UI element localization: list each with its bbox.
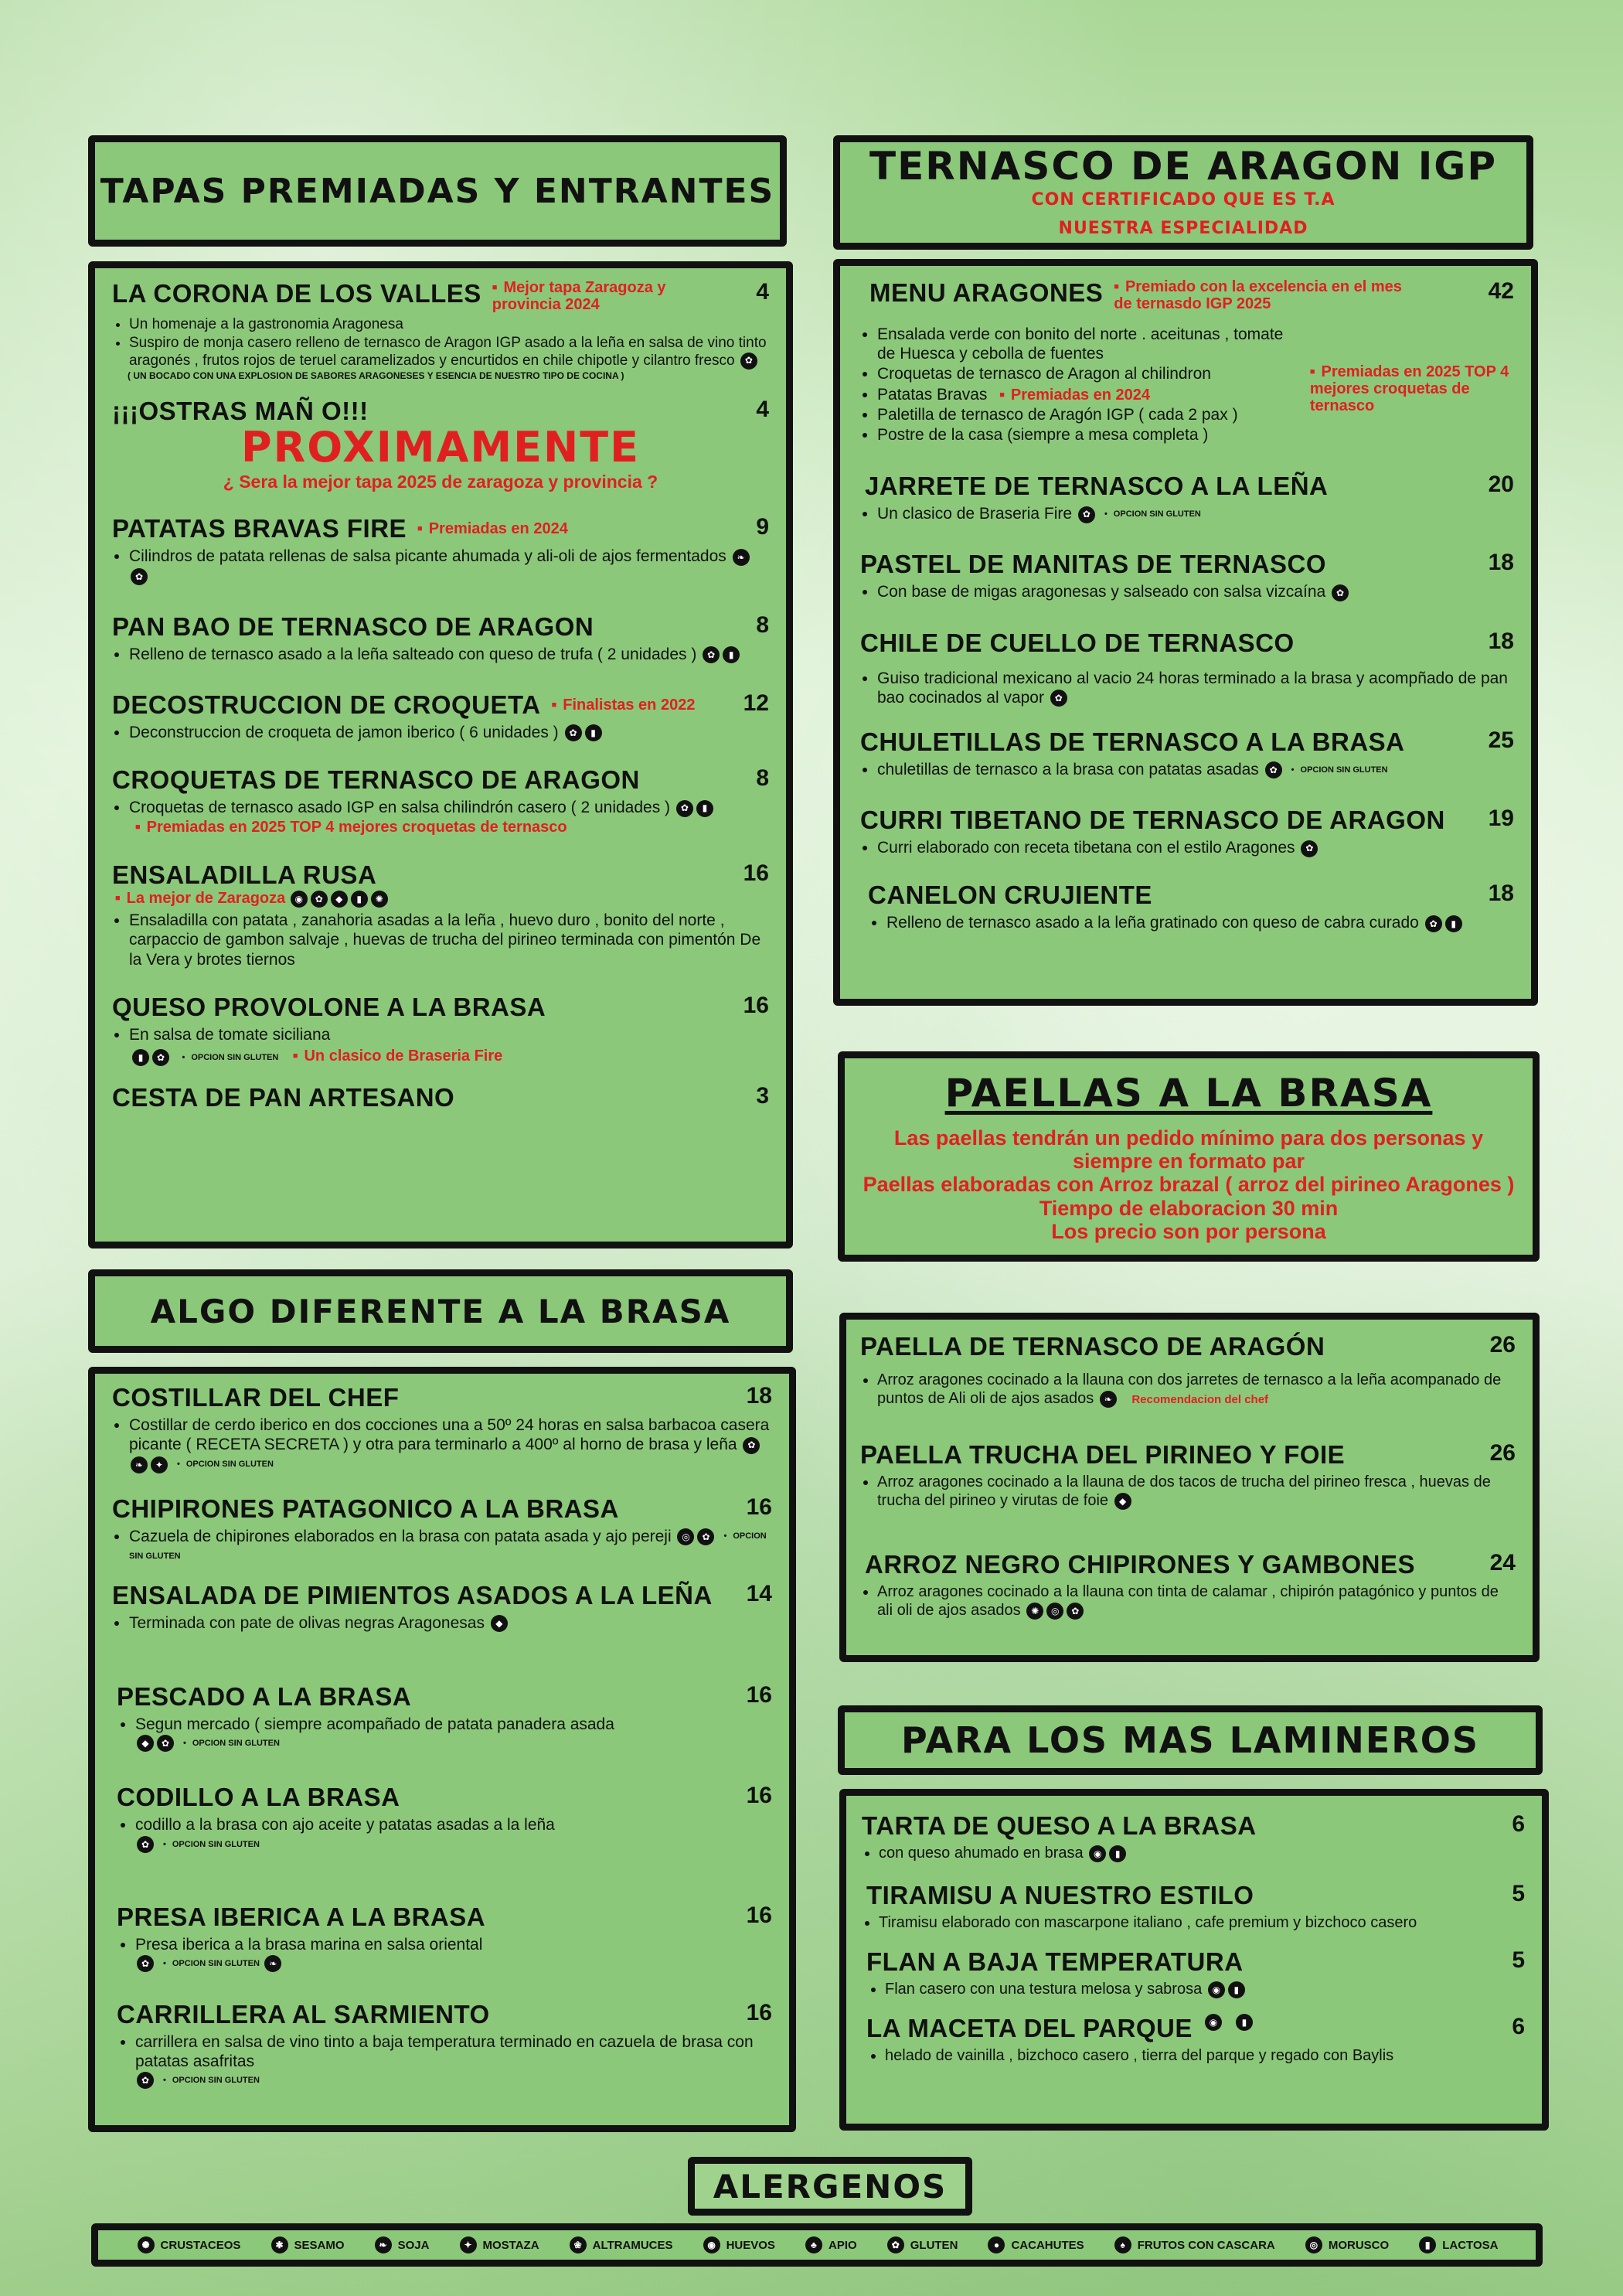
item-price: 24 <box>1489 1550 1516 1576</box>
ternasco-subtitle: CON CERTIFICADO QUE ES T.A <box>1031 190 1335 210</box>
allergen-item: ◉ HUEVOS <box>702 2236 775 2253</box>
gluten-free-option: • OPCION SIN GLUTEN <box>163 2076 260 2085</box>
item-price: 19 <box>1488 806 1514 832</box>
item-desc: • Croquetas de ternasco asado IGP en salsa chilindrón casero ( 2 unidades ) ✿ ▮ ■ Premiadas en 2025 TOP 4 mejores croquetas de ternasco <box>129 798 769 836</box>
item-price: 8 <box>756 765 769 792</box>
item-name: CARRILLERA AL SARMIENTO <box>117 1999 490 2029</box>
menu-item <box>112 765 769 836</box>
item-price: 8 <box>756 611 769 638</box>
allergen-item: ♠ FRUTOS CON CASCARA <box>1113 2236 1275 2253</box>
allergen-item: ♣ APIO <box>804 2236 857 2253</box>
alergenos-legend <box>91 2223 1543 2267</box>
item-name: PASTEL DE MANITAS DE TERNASCO <box>860 550 1327 579</box>
item-name: PATATAS BRAVAS FIRE <box>112 514 407 543</box>
item-desc: • helado de vainilla , bizchoco casero , tierra del parque y regado con Baylis <box>885 2046 1525 2065</box>
item-desc: • Arroz aragones cocinado a la llauna con tinta de calamar , chipirón patagónico y puntos de ali oli de ajos asados ✺ ◎ ✿ <box>877 1582 1516 1620</box>
item-price: 26 <box>1489 1440 1516 1466</box>
milk-icon: ▮ <box>351 891 368 908</box>
item-desc: • con queso ahumado en brasa ◉ ▮ <box>879 1844 1525 1862</box>
item-price: 18 <box>746 1383 772 1409</box>
wheat-icon: ✿ <box>1425 915 1442 932</box>
item-desc: • Tiramisu elaborado con mascarpone italiano , cafe premium y bizchoco casero <box>879 1913 1525 1932</box>
paellas-info-line: Las paellas tendrán un pedido mínimo para dos personas y siempre en formato par <box>893 1126 1484 1174</box>
award-badge: ■ Premiadas en 2025 TOP 4 mejores croquetas de ternasco <box>135 819 567 836</box>
menu-item <box>860 1440 1516 1510</box>
menu-item <box>112 690 769 742</box>
wheat-icon: ✿ <box>740 353 757 370</box>
item-name: ARROZ NEGRO CHIPIRONES Y GAMBONES <box>865 1550 1416 1579</box>
item-desc: • Arroz aragones cocinado a la llauna con dos jarretes de ternasco a la leña acompanado de puntos de Ali oli de ajos asados ❧ Recomendacion del chef <box>877 1371 1516 1408</box>
item-desc: • Segun mercado ( siempre acompañado de patata panadera asada <box>135 1715 772 1734</box>
item-desc: • carrillera en salsa de vino tinto a baja temperatura terminado en cazuela de brasa con patatas asafritas <box>135 2032 772 2071</box>
postres-title: PARA LOS MAS LAMINEROS <box>901 1719 1479 1761</box>
item-desc: • Presa iberica a la brasa marina en salsa oriental <box>135 1935 772 1954</box>
menu-item <box>112 860 769 969</box>
proximamente-label: PROXIMAMENTE <box>241 423 640 472</box>
menu-item <box>860 278 1514 445</box>
postres-section <box>839 1789 1549 2131</box>
item-name: MENU ARAGONES <box>869 278 1104 307</box>
item-name: CHIPIRONES PATAGONICO A LA BRASA <box>112 1494 619 1523</box>
item-price: 5 <box>1512 1947 1525 1973</box>
award-badge: ■ Premiadas en 2024 <box>999 387 1150 404</box>
question-label: ¿ Sera la mejor tapa 2025 de zaragoza y provincia ? <box>223 472 658 492</box>
item-name: CODILLO A LA BRASA <box>117 1783 400 1812</box>
award-badge: ■ La mejor de Zaragoza <box>115 890 285 907</box>
item-name: LA MACETA DEL PARQUE <box>866 2014 1193 2042</box>
gluten-free-option: • OPCION SIN GLUTEN <box>129 1531 767 1560</box>
item-name: FLAN A BAJA TEMPERATURA <box>866 1947 1244 1976</box>
mollusc-icon: ◎ <box>1305 2236 1322 2253</box>
item-name: CROQUETAS DE TERNASCO DE ARAGON <box>112 765 640 795</box>
gluten-free-option: • OPCION SIN GLUTEN <box>163 1840 260 1849</box>
wheat-icon: ✿ <box>703 646 720 663</box>
milk-icon: ▮ <box>585 724 602 741</box>
paellas-info-line: Paellas elaboradas con Arroz brazal ( arroz del pirineo Aragones ) <box>863 1173 1515 1197</box>
menu-item <box>112 397 769 492</box>
item-name: PRESA IBERICA A LA BRASA <box>117 1902 486 1931</box>
milk-icon: ▮ <box>723 646 740 663</box>
item-desc: • Arroz aragones cocinado a la llauna de dos tacos de trucha del pirineo fresca , huevas de trucha del pirineo y virutas de foie ◆ <box>877 1473 1516 1510</box>
item-desc: • Deconstruccion de croqueta de jamon iberico ( 6 unidades ) ✿ ▮ <box>129 723 769 742</box>
item-name: CURRI TIBETANO DE TERNASCO DE ARAGON <box>860 806 1445 835</box>
item-desc: • Costillar de cerdo iberico en dos cocciones una a 50º 24 horas en salsa barbacoa casera picante ( RECETA SECRETA ) y otra para terminarlo a 400º al horno de brasa y leña ✿❧ ✦• OPCION SIN GLUTEN <box>129 1415 772 1474</box>
brasa-header <box>88 1269 793 1353</box>
gluten-free-option: • OPCION SIN GLUTEN <box>177 1460 274 1469</box>
crab-icon: ✺ <box>1026 1603 1043 1620</box>
item-name: PAELLA TRUCHA DEL PIRINEO Y FOIE <box>860 1440 1346 1469</box>
wheat-icon: ✿ <box>887 2236 904 2253</box>
milk-icon: ▮ <box>1419 2236 1436 2253</box>
brasa-title: ALGO DIFERENTE A LA BRASA <box>150 1292 731 1330</box>
soy-icon: ❧ <box>375 2236 392 2253</box>
menu-item <box>860 550 1514 601</box>
wheat-icon: ✿ <box>152 1049 169 1066</box>
item-name: ENSALADILLA RUSA <box>112 860 377 889</box>
celery-icon: ♣ <box>805 2236 822 2253</box>
item-desc: • Cazuela de chipirones elaborados en la brasa con patata asada y ajo pereji ◎ ✿• OPCION SIN GLUTEN <box>129 1527 772 1565</box>
item-price: 16 <box>746 1494 772 1520</box>
menu-item <box>860 1332 1516 1408</box>
menu-item <box>112 993 769 1066</box>
item-desc: • Ensaladilla con patata , zanahoria asadas a la leña , huevo duro , bonito del norte , carpaccio de gambon salvaje , huevas de trucha del pirineo terminada con pimentón De la Vera y brotes tiernos <box>129 911 769 969</box>
wheat-icon: ✿ <box>137 1955 154 1972</box>
item-name: PESCADO A LA BRASA <box>117 1682 412 1712</box>
soy-icon: ❧ <box>131 1456 148 1473</box>
allergen-item: ✿ GLUTEN <box>886 2236 958 2253</box>
item-desc: • Relleno de ternasco asado a la leña gratinado con queso de cabra curado ✿ ▮ <box>886 913 1514 932</box>
nut-icon: ♠ <box>1114 2236 1131 2253</box>
wheat-icon: ✿ <box>137 1836 154 1853</box>
tapas-title: TAPAS PREMIADAS Y ENTRANTES <box>100 171 775 211</box>
item-price: 14 <box>746 1580 772 1606</box>
ternasco-subtitle-2: NUESTRA ESPECIALIDAD <box>1058 219 1308 238</box>
menu-item <box>112 612 769 664</box>
item-desc: • Un clasico de Braseria Fire ✿• OPCION SIN GLUTEN <box>877 504 1514 523</box>
mollusc-icon: ◎ <box>677 1528 694 1545</box>
alergenos-title: ALERGENOS <box>713 2167 948 2206</box>
award-badge: ■ Premiadas en 2024 <box>417 520 568 537</box>
milk-icon: ▮ <box>1445 915 1462 932</box>
paellas-info-line: Tiempo de elaboracion 30 min <box>1039 1196 1339 1220</box>
recommendation-badge: Recomendacion del chef <box>1131 1393 1269 1406</box>
item-price: 20 <box>1488 472 1514 498</box>
item-price: 16 <box>746 1682 772 1708</box>
item-name: CESTA DE PAN ARTESANO <box>112 1082 455 1112</box>
item-price: 5 <box>1512 1881 1525 1906</box>
item-desc: • Terminada con pate de olivas negras Aragonesas ◆ <box>129 1613 772 1633</box>
item-desc: • Cilindros de patata rellenas de salsa picante ahumada y ali-oli de ajos fermentados ❧✿ <box>129 547 769 585</box>
menu-item <box>112 279 769 381</box>
item-price: 16 <box>743 860 769 886</box>
menu-item <box>862 1881 1525 1932</box>
item-name: TIRAMISU A NUESTRO ESTILO <box>866 1881 1254 1909</box>
menu-item <box>860 727 1514 779</box>
fish-icon: ◆ <box>491 1615 508 1632</box>
award-badge: ■ Un clasico de Braseria Fire <box>293 1048 502 1065</box>
milk-icon: ▮ <box>1228 1981 1245 1998</box>
item-price: 4 <box>756 279 769 305</box>
menu-item <box>862 1947 1525 1998</box>
brasa-section <box>88 1367 796 2132</box>
gluten-free-option: • OPCION SIN GLUTEN <box>182 1053 278 1062</box>
wheat-icon: ✿ <box>311 891 328 908</box>
paellas-info-line: Los precio son por persona <box>1051 1219 1326 1243</box>
item-price: 18 <box>1488 881 1514 907</box>
item-name: PAELLA DE TERNASCO DE ARAGÓN <box>860 1332 1325 1361</box>
paellas-title: PAELLAS A LA BRASA <box>944 1071 1433 1116</box>
item-price: 4 <box>756 397 769 423</box>
award-badge: ■ Premiadas en 2025 TOP 4 mejores croquetas de ternasco <box>1310 363 1514 445</box>
egg-icon: ◉ <box>1089 1845 1106 1862</box>
wheat-icon: ✿ <box>565 724 582 741</box>
wheat-icon: ✿ <box>697 1528 714 1545</box>
menu-item <box>112 1581 772 1633</box>
lupin-icon: ❀ <box>570 2236 587 2253</box>
item-name: COSTILLAR DEL CHEF <box>112 1383 400 1412</box>
egg-icon: ◉ <box>703 2236 720 2253</box>
mustard-icon: ✦ <box>460 2236 477 2253</box>
item-name: CHULETILLAS DE TERNASCO A LA BRASA <box>860 727 1405 756</box>
wheat-icon: ✿ <box>743 1437 760 1454</box>
allergen-item: ◎ MORUSCO <box>1304 2236 1389 2253</box>
item-note: ( UN BOCADO CON UNA EXPLOSION DE SABORES ARAGONESES Y ESENCIA DE NUESTRO TIPO DE COCINA ) <box>128 370 624 382</box>
item-name: ¡¡¡OSTRAS MAÑ O!!! <box>112 397 369 426</box>
item-desc: • Suspiro de monja casero relleno de ternasco de Aragon IGP asado a la leña en salsa de vino tinto aragonés , frutos rojos de teruel caramelizados y encurtidos en chile chipotle y cilantro fresco ✿ <box>129 335 769 370</box>
item-desc: • Curri elaborado con receta tibetana con el estilo Aragones ✿ <box>877 838 1514 857</box>
menu-item <box>862 2014 1525 2065</box>
item-price: 16 <box>746 1902 772 1928</box>
wheat-icon: ✿ <box>131 568 148 585</box>
item-name: ENSALADA DE PIMIENTOS ASADOS A LA LEÑA <box>112 1580 713 1610</box>
wheat-icon: ✿ <box>1265 761 1282 778</box>
item-desc: • Flan casero con una testura melosa y sabrosa ◉ ▮ <box>885 1980 1525 1998</box>
wheat-icon: ✿ <box>1301 840 1318 857</box>
ternasco-header <box>833 135 1533 250</box>
award-badge: ■ Finalistas en 2022 <box>552 697 696 714</box>
menu-item <box>112 1083 769 1112</box>
item-desc: • Con base de migas aragonesas y salseado con salsa vizcaína ✿ <box>877 582 1514 601</box>
allergen-item: ✱ SESAMO <box>270 2236 345 2253</box>
sesame-icon: ✱ <box>271 2236 288 2253</box>
crab-icon: ✺ <box>371 891 388 908</box>
menu-item <box>112 2000 772 2089</box>
item-price: 16 <box>743 992 769 1018</box>
item-price: 25 <box>1488 727 1514 753</box>
ternasco-title: TERNASCO DE ARAGON IGP <box>869 144 1497 189</box>
item-name: DECOSTRUCCION DE CROQUETA <box>112 690 541 719</box>
milk-icon: ▮ <box>132 1049 149 1066</box>
gluten-free-option: • OPCION SIN GLUTEN <box>1104 509 1201 519</box>
soy-icon: ❧ <box>733 549 750 566</box>
item-desc: • Paletilla de ternasco de Aragón IGP ( cada 2 pax ) <box>877 405 1301 424</box>
item-name: JARRETE DE TERNASCO A LA LEÑA <box>865 472 1329 501</box>
item-desc: • Guiso tradicional mexicano al vacio 24 horas terminado a la brasa y acompñado de pan bao cocinados al vapor ✿ <box>877 669 1514 707</box>
allergen-item: ● CACAHUTES <box>986 2236 1084 2253</box>
menu-item <box>112 514 769 585</box>
wheat-icon: ✿ <box>676 800 693 817</box>
item-price: 16 <box>746 1783 772 1809</box>
wheat-icon: ✿ <box>1332 584 1349 601</box>
item-name: TARTA DE QUESO A LA BRASA <box>862 1811 1257 1840</box>
ternasco-section <box>833 259 1538 1006</box>
item-price: 18 <box>1488 550 1514 576</box>
item-name: CHILE DE CUELLO DE TERNASCO <box>860 628 1295 657</box>
wheat-icon: ✿ <box>137 2072 154 2089</box>
menu-item <box>860 806 1514 857</box>
item-desc: • En salsa de tomate siciliana <box>129 1025 769 1044</box>
crab-icon: ✺ <box>138 2236 155 2253</box>
soy-icon: ❧ <box>264 1955 281 1972</box>
item-price: 12 <box>743 690 769 716</box>
menu-item <box>862 1811 1525 1862</box>
milk-icon: ▮ <box>1236 2014 1253 2031</box>
item-desc: • Un homenaje a la gastronomia Aragonesa <box>129 316 769 334</box>
soy-icon: ❧ <box>1100 1391 1117 1408</box>
postres-header <box>838 1705 1543 1775</box>
fish-icon: ◆ <box>331 891 348 908</box>
mustard-icon: ✦ <box>151 1456 168 1473</box>
menu-item <box>860 881 1514 932</box>
menu-item <box>860 1550 1516 1620</box>
item-price: 26 <box>1489 1332 1516 1358</box>
menu-item <box>112 1903 772 1972</box>
item-name: QUESO PROVOLONE A LA BRASA <box>112 992 546 1021</box>
allergen-item: ❧ SOJA <box>373 2236 430 2253</box>
allergen-item: ▮ LACTOSA <box>1417 2236 1498 2253</box>
allergen-item: ✦ MOSTAZA <box>458 2236 539 2253</box>
item-desc: • Ensalada verde con bonito del norte . aceitunas , tomate de Huesca y cebolla de fuentes <box>877 325 1301 363</box>
item-name: LA CORONA DE LOS VALLES <box>112 279 481 308</box>
fish-icon: ◆ <box>1114 1493 1131 1510</box>
alergenos-header <box>688 2157 972 2216</box>
egg-icon: ◉ <box>1205 2014 1222 2031</box>
item-price: 6 <box>1512 2014 1525 2039</box>
gluten-free-option: • OPCION SIN GLUTEN <box>1291 765 1388 775</box>
menu-item <box>860 472 1514 523</box>
allergen-item: ✺ CRUSTACEOS <box>136 2236 241 2253</box>
tapas-header <box>88 135 787 247</box>
menu-item <box>112 1383 772 1474</box>
mollusc-icon: ◎ <box>1046 1603 1063 1620</box>
wheat-icon: ✿ <box>1078 506 1095 523</box>
menu-item <box>112 1783 772 1852</box>
gluten-free-option: • OPCION SIN GLUTEN <box>163 1959 260 1968</box>
wheat-icon: ✿ <box>1050 690 1067 707</box>
item-name: PAN BAO DE TERNASCO DE ARAGON <box>112 611 594 641</box>
menu-item <box>112 1682 772 1752</box>
peanut-icon: ● <box>988 2236 1005 2253</box>
egg-icon: ◉ <box>1208 1981 1225 1998</box>
item-name: CANELON CRUJIENTE <box>868 881 1152 910</box>
award-badge: ■ Mejor tapa Zaragoza y provincia 2024 <box>492 279 701 313</box>
item-price: 3 <box>756 1082 769 1109</box>
menu-item <box>112 1494 772 1565</box>
item-desc: • chuletillas de ternasco a la brasa con patatas asadas ✿• OPCION SIN GLUTEN <box>877 760 1514 779</box>
milk-icon: ▮ <box>1109 1845 1126 1862</box>
item-desc: • Postre de la casa (siempre a mesa completa ) <box>877 425 1301 445</box>
paellas-section <box>839 1313 1540 1662</box>
item-price: 16 <box>746 1999 772 2025</box>
item-price: 18 <box>1488 628 1514 654</box>
item-price: 42 <box>1488 278 1514 304</box>
item-desc: • Relleno de ternasco asado a la leña salteado con queso de trufa ( 2 unidades ) ✿ ▮ <box>129 645 769 664</box>
tapas-section <box>88 261 793 1248</box>
menu-item <box>860 629 1514 707</box>
item-price: 9 <box>756 514 769 540</box>
item-price: 6 <box>1512 1811 1525 1837</box>
wheat-icon: ✿ <box>157 1735 174 1752</box>
item-desc: • Patatas Bravas ■ Premiadas en 2024 <box>877 385 1301 404</box>
egg-icon: ◉ <box>291 891 308 908</box>
item-desc: • codillo a la brasa con ajo aceite y patatas asadas a la leña <box>135 1815 772 1834</box>
allergen-item: ❀ ALTRAMUCES <box>568 2236 673 2253</box>
milk-icon: ▮ <box>696 800 713 817</box>
gluten-free-option: • OPCION SIN GLUTEN <box>183 1739 280 1748</box>
award-badge: ■ Premiado con la excelencia en el mes de ternasdo IGP 2025 <box>1114 278 1423 312</box>
item-desc: • Croquetas de ternasco de Aragon al chilindron <box>877 364 1301 383</box>
paellas-info <box>838 1051 1540 1262</box>
wheat-icon: ✿ <box>1067 1603 1084 1620</box>
fish-icon: ◆ <box>137 1735 154 1752</box>
